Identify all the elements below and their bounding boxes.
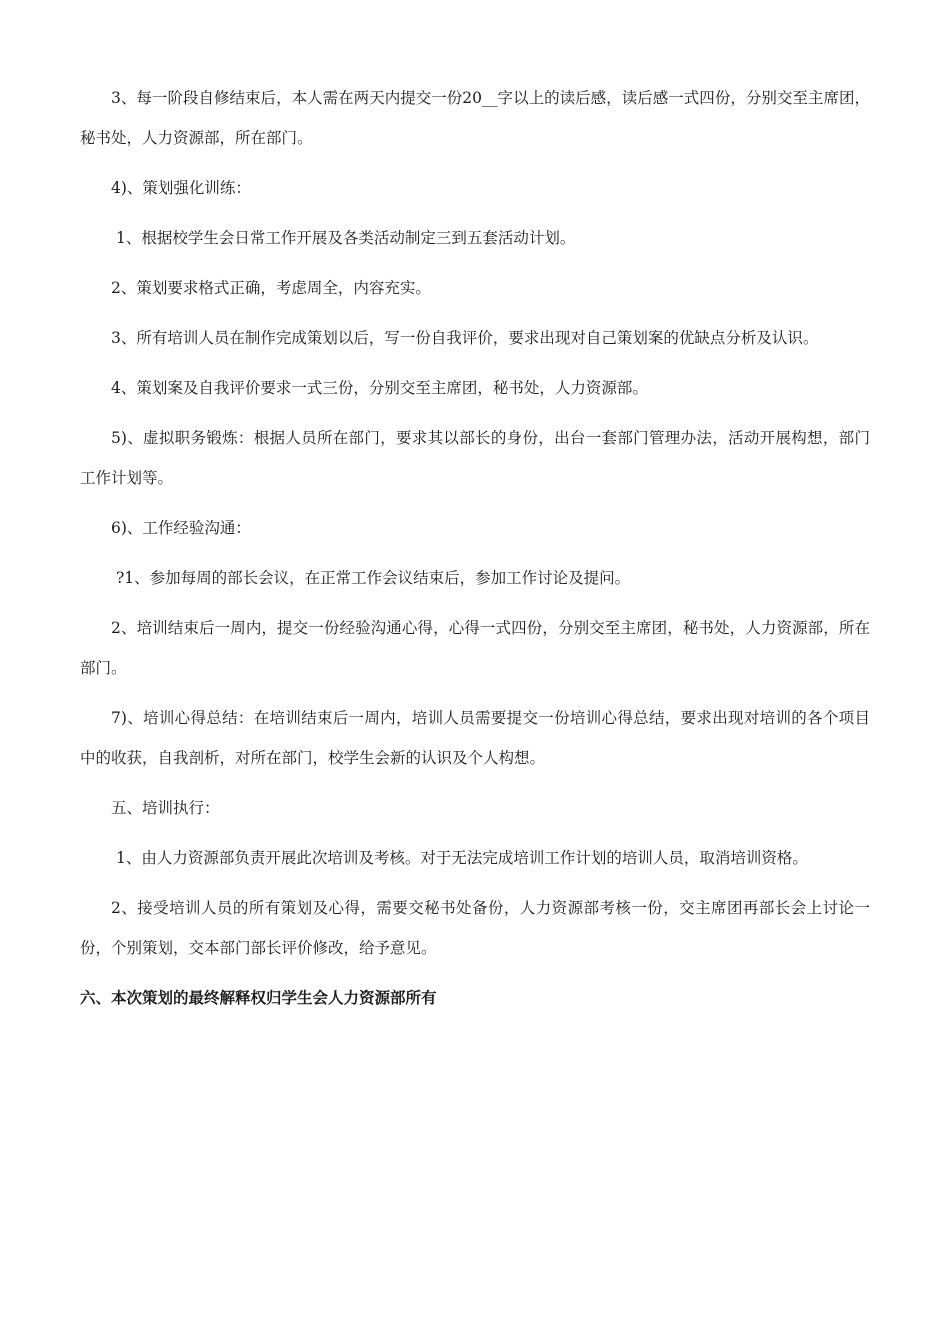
paragraph-planning-item-2: 2、策划要求格式正确，考虑周全，内容充实。 (111, 279, 431, 297)
document-page (80, 78, 870, 1018)
paragraph-experience-item-1: ?1、参加每周的部长会议，在正常工作会议结束后，参加工作讨论及提问。 (116, 569, 631, 587)
paragraph-experience-item-2: 2、培训结束后一周内，提交一份经验沟通心得，心得一式四份，分别交至主席团，秘书处，人力资源部，所在部门。 (80, 619, 870, 677)
paragraph-reading-report: 3、每一阶段自修结束后，本人需在两天内提交一份20__字以上的读后感，读后感一式四份，分别交至主席团，秘书处，人力资源部，所在部门。 (80, 89, 870, 147)
paragraph-execution-item-1: 1、由人力资源部负责开展此次培训及考核。对于无法完成培训工作计划的培训人员，取消培训资格。 (116, 849, 808, 867)
paragraph-execution-heading: 五、培训执行： (111, 799, 220, 817)
paragraph-planning-item-4: 4、策划案及自我评价要求一式三份，分别交至主席团，秘书处，人力资源部。 (111, 379, 648, 397)
paragraph-planning-item-1: 1、根据校学生会日常工作开展及各类活动制定三到五套活动计划。 (116, 229, 576, 247)
paragraph-training-summary: 7)、培训心得总结：在培训结束后一周内，培训人员需要提交一份培训心得总结，要求出现对培训的各个项目中的收获，自我剖析，对所在部门，校学生会新的认识及个人构想。 (80, 709, 870, 767)
paragraph-virtual-position: 5)、虚拟职务锻炼：根据人员所在部门，要求其以部长的身份，出台一套部门管理办法，活动开展构想，部门工作计划等。 (80, 429, 870, 487)
paragraph-planning-item-3: 3、所有培训人员在制作完成策划以后，写一份自我评价，要求出现对自己策划案的优缺点分析及认识。 (111, 329, 819, 347)
paragraph-planning-training-heading: 4)、策划强化训练： (111, 179, 251, 197)
paragraph-experience-heading: 6)、工作经验沟通： (111, 519, 251, 537)
paragraph-execution-item-2: 2、接受培训人员的所有策划及心得，需要交秘书处备份，人力资源部考核一份，交主席团再部长会上讨论一份，个别策划，交本部门部长评价修改，给予意见。 (80, 899, 870, 957)
closing-heading: 六、本次策划的最终解释权归学生会人力资源部所有 (80, 989, 437, 1007)
